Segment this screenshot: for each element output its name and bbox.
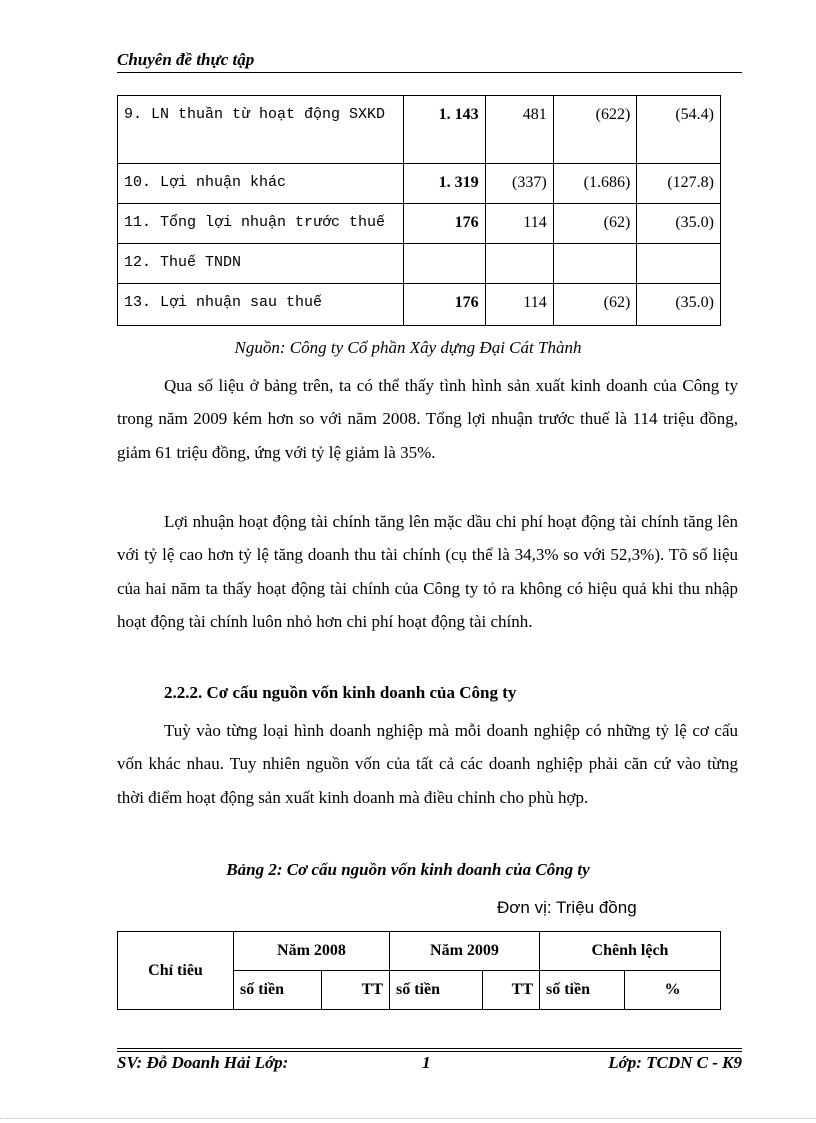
table-row <box>118 96 721 164</box>
table-row <box>118 204 721 244</box>
unit-note: Đơn vị: Triệu đồng <box>497 898 637 917</box>
value-difference: (622) <box>553 96 637 164</box>
capital-structure-table <box>117 931 721 1010</box>
footer-student: SV: Đỗ Doanh Hải Lớp: <box>117 1053 289 1072</box>
value-2008: 1. 143 <box>404 96 486 164</box>
value-difference: (62) <box>553 204 637 244</box>
value-2009: 114 <box>485 204 553 244</box>
value-2009: (337) <box>485 164 553 204</box>
row-label: 13. Lợi nhuận sau thuế <box>118 284 404 326</box>
value-2008 <box>404 244 486 284</box>
row-label: 10. Lợi nhuận khác <box>118 164 404 204</box>
profit-table <box>117 95 721 326</box>
paragraph-3: Tuỳ vào từng loại hình doanh nghiệp mà mỗi doanh nghiệp có những tỷ lệ cơ cấu vốn khác nhau. Tuy nhiên nguồn vốn của tất cả các doanh nghiệp phải căn cứ vào từng thời điểm hoạt động sản xuất kinh doanh mà điều chỉnh cho phù hợp. <box>117 721 738 807</box>
value-2009: 481 <box>485 96 553 164</box>
value-percent: (35.0) <box>637 204 721 244</box>
subheader-percent: % <box>625 971 721 1010</box>
row-label: 9. LN thuần từ hoạt động SXKD <box>118 96 404 164</box>
table-row <box>118 244 721 284</box>
header-year-2008: Năm 2008 <box>234 932 390 971</box>
section-heading: 2.2.2. Cơ cấu nguồn vốn kinh doanh của Công ty <box>164 683 517 702</box>
table-row <box>118 164 721 204</box>
value-difference: (1.686) <box>553 164 637 204</box>
subheader-ratio: TT <box>483 971 540 1010</box>
subheader-amount: số tiền <box>540 971 625 1010</box>
header-year-2009: Năm 2009 <box>390 932 540 971</box>
subheader-amount: số tiền <box>234 971 322 1010</box>
value-2008: 176 <box>404 284 486 326</box>
header-difference: Chênh lệch <box>540 932 721 971</box>
value-percent: (127.8) <box>637 164 721 204</box>
value-2008: 176 <box>404 204 486 244</box>
footer-rule <box>117 1051 742 1052</box>
value-2008: 1. 319 <box>404 164 486 204</box>
page-number: 1 <box>422 1053 431 1072</box>
table-header-row <box>118 932 721 971</box>
value-2009: 114 <box>485 284 553 326</box>
row-label: 11. Tổng lợi nhuận trước thuế <box>118 204 404 244</box>
value-difference <box>553 244 637 284</box>
header-rule <box>117 72 742 73</box>
paragraph-2: Lợi nhuận hoạt động tài chính tăng lên mặc dầu chi phí hoạt động tài chính tăng lên với tỷ lệ cao hơn tỷ lệ tăng doanh thu tài chính (cụ thể là 34,3% so với 52,3%). Tõ số liệu của hai năm ta thấy hoạt động tài chính của Công ty tỏ ra không có hiệu quả khi thu nhập hoạt động tài chính luôn nhỏ hơn chi phí hoạt động tài chính. <box>117 512 738 632</box>
footer-class: Lớp: TCDN C - K9 <box>608 1053 742 1072</box>
page-boundary <box>0 1118 816 1119</box>
value-2009 <box>485 244 553 284</box>
page-header-title: Chuyên đề thực tập <box>117 50 255 69</box>
value-percent: (54.4) <box>637 96 721 164</box>
footer-rule <box>117 1048 742 1049</box>
table-caption: Bảng 2: Cơ cấu nguồn vốn kinh doanh của Công ty <box>226 860 590 879</box>
table-row <box>118 284 721 326</box>
value-percent <box>637 244 721 284</box>
subheader-amount: số tiền <box>390 971 483 1010</box>
value-percent: (35.0) <box>637 284 721 326</box>
table-source-note: Nguồn: Công ty Cổ phần Xây dựng Đại Cát Thành <box>234 338 582 357</box>
value-difference: (62) <box>553 284 637 326</box>
paragraph-1: Qua số liệu ở bảng trên, ta có thể thấy tình hình sản xuất kinh doanh của Công ty trong năm 2009 kém hơn so với năm 2008. Tổng lợi nhuận trước thuế là 114 triệu đồng, giảm 61 triệu đồng, ứng với tỷ lệ giảm là 35%. <box>117 376 738 462</box>
subheader-ratio: TT <box>322 971 390 1010</box>
header-criteria: Chỉ tiêu <box>118 932 234 1010</box>
row-label: 12. Thuế TNDN <box>118 244 404 284</box>
